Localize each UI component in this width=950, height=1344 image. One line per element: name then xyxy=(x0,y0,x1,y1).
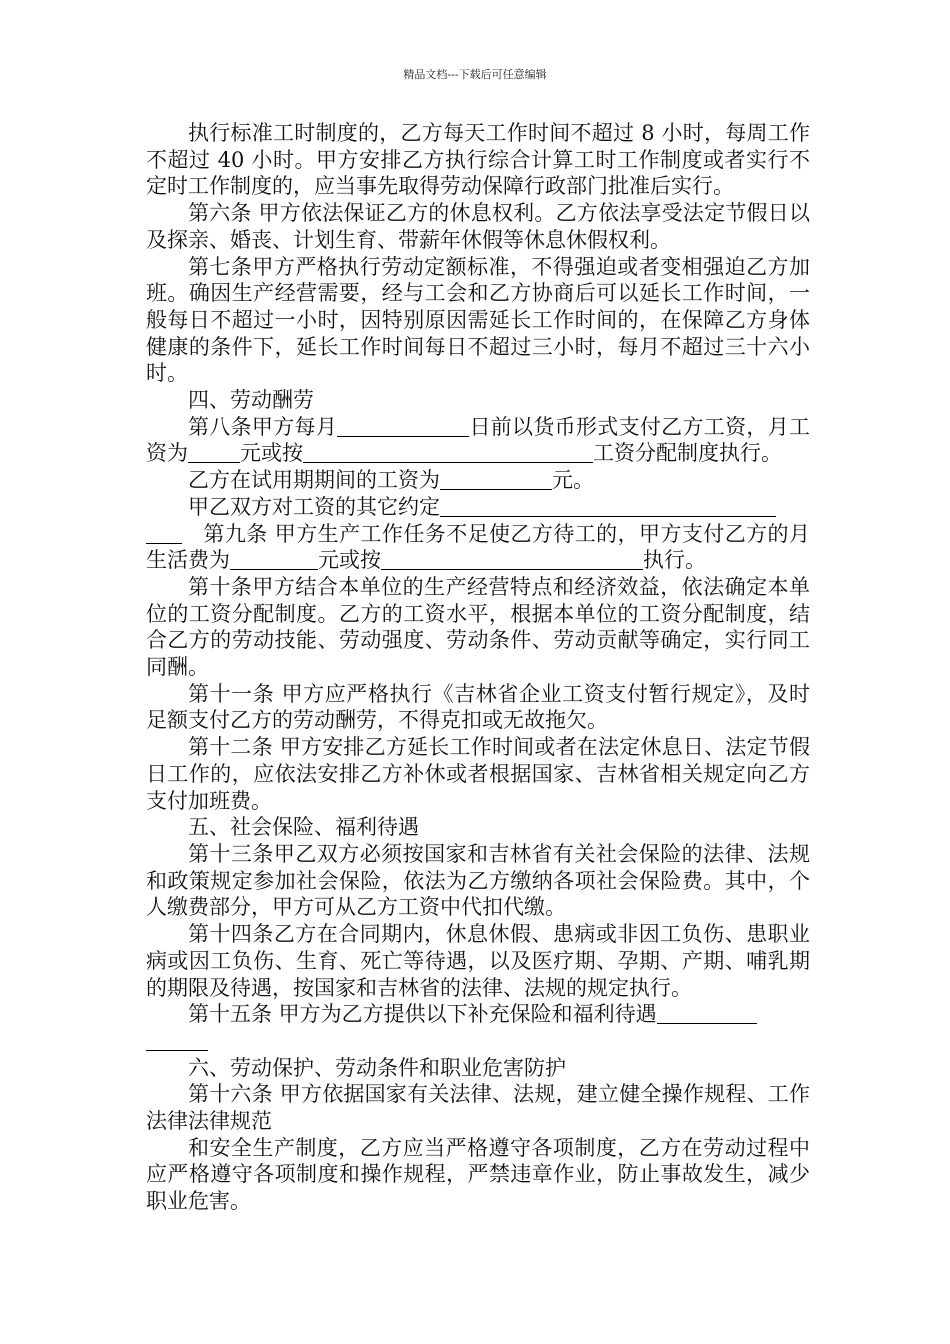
article-15-text: 第十五条 甲方为乙方提供以下补充保险和福利待遇 xyxy=(188,1002,657,1027)
blank-probation-wage[interactable] xyxy=(440,469,552,490)
section-5-heading: 五、社会保险、福利待遇 xyxy=(188,815,419,840)
article-9-part-3: 执行。 xyxy=(643,548,706,573)
article-15 xyxy=(146,1001,810,1028)
blank-supplementary-benefits-continued[interactable] xyxy=(146,1030,208,1051)
section-4-heading: 四、劳动酬劳 xyxy=(188,388,314,413)
article-15-continued xyxy=(146,1028,810,1055)
article-6: 第六条 甲方依法保证乙方的休息权利。乙方依法享受法定节假日以及探亲、婚丧、计划生育、带薪年休假等休息休假权利。 xyxy=(146,201,810,252)
other-wage-agreement-label: 甲乙双方对工资的其它约定 xyxy=(188,494,440,519)
article-7: 第七条甲方严格执行劳动定额标准，不得强迫或者变相强迫乙方加班。确因生产经营需要，经与工会和乙方协商后可以延长工作时间，一般每日不超过一小时，因特别原因需延长工作时间的，在保障乙方身体健康的条件下，延长工作时间每日不超过三小时，每月不超过三十六小时。 xyxy=(146,254,810,386)
article-10: 第十条甲方结合本单位的生产经营特点和经济效益，依法确定本单位的工资分配制度。乙方的工资水平，根据本单位的工资分配制度，结合乙方的劳动技能、劳动强度、劳动条件、劳动贡献等确定，实行同工同酬。 xyxy=(146,574,810,680)
article-13: 第十三条甲乙双方必须按国家和吉林省有关社会保险的法律、法规和政策规定参加社会保险，依法为乙方缴纳各项社会保险费。其中，个人缴费部分，甲方可从乙方工资中代扣代缴。 xyxy=(146,841,810,920)
article-8 xyxy=(146,414,810,467)
article-12: 第十二条 甲方安排乙方延长工作时间或者在法定休息日、法定节假日工作的，应依法安排乙方补休或者根据国家、吉林省相关规定向乙方支付加班费。 xyxy=(146,735,810,813)
article-9-part-2: 元或按 xyxy=(318,548,381,573)
blank-wage-system[interactable] xyxy=(303,442,593,463)
article-14: 第十四条乙方在合同期内，休息休假、患病或非因工负伤、患职业病或因工负伤、生育、死亡等待遇，以及医疗期、孕期、产期、哺乳期的期限及待遇，按国家和吉林省的法律、法规的规定执行。 xyxy=(146,922,810,1000)
other-wage-agreement xyxy=(146,494,810,521)
page-header: 精品文档---下载后可任意编辑 xyxy=(403,68,547,81)
article-9 xyxy=(146,521,810,574)
blank-allowance-standard[interactable] xyxy=(381,549,643,570)
article-16: 第十六条 甲方依据国家有关法律、法规，建立健全操作规程、工作法律法律规范 xyxy=(146,1082,810,1134)
blank-other-agreement-continued[interactable] xyxy=(146,523,182,544)
paragraph-work-hours: 执行标准工时制度的，乙方每天工作时间不超过 8 小时，每周工作不超过 40 小时。甲方安排乙方执行综合计算工时工作制度或者实行不定时工作制度的，应当事先取得劳动保障行政部门批准后实行。 xyxy=(146,121,810,199)
article-9-part-1: 第九条 甲方生产工作任务不足使乙方待工的，甲方支付乙方的月生活费为 xyxy=(146,521,810,573)
article-8-part-3: 元或按 xyxy=(240,441,303,466)
blank-other-agreement[interactable] xyxy=(440,496,776,517)
blank-living-allowance[interactable] xyxy=(230,549,318,570)
probation-wage-label: 乙方在试用期期间的工资为 xyxy=(188,468,440,493)
blank-supplementary-benefits[interactable] xyxy=(657,1003,757,1024)
probation-wage xyxy=(146,467,810,494)
section-6-heading: 六、劳动保护、劳动条件和职业危害防护 xyxy=(188,1055,566,1080)
article-8-part-2: 日前以货币形式支付乙方工资，月工资为 xyxy=(146,414,811,466)
article-11: 第十一条 甲方应严格执行《吉林省企业工资支付暂行规定》，及时足额支付乙方的劳动酬劳，不得克扣或无故拖欠。 xyxy=(146,681,810,733)
document-body xyxy=(146,120,810,1215)
article-16-continued: 和安全生产制度，乙方应当严格遵守各项制度，乙方在劳动过程中应严格遵守各项制度和操作规程，严禁违章作业，防止事故发生，减少职业危害。 xyxy=(146,1135,810,1214)
article-8-part-1: 第八条甲方每月 xyxy=(188,414,338,439)
blank-monthly-wage[interactable] xyxy=(188,442,240,463)
article-8-part-4: 工资分配制度执行。 xyxy=(593,441,782,466)
probation-wage-unit: 元。 xyxy=(552,468,594,493)
blank-pay-day[interactable] xyxy=(337,416,469,437)
